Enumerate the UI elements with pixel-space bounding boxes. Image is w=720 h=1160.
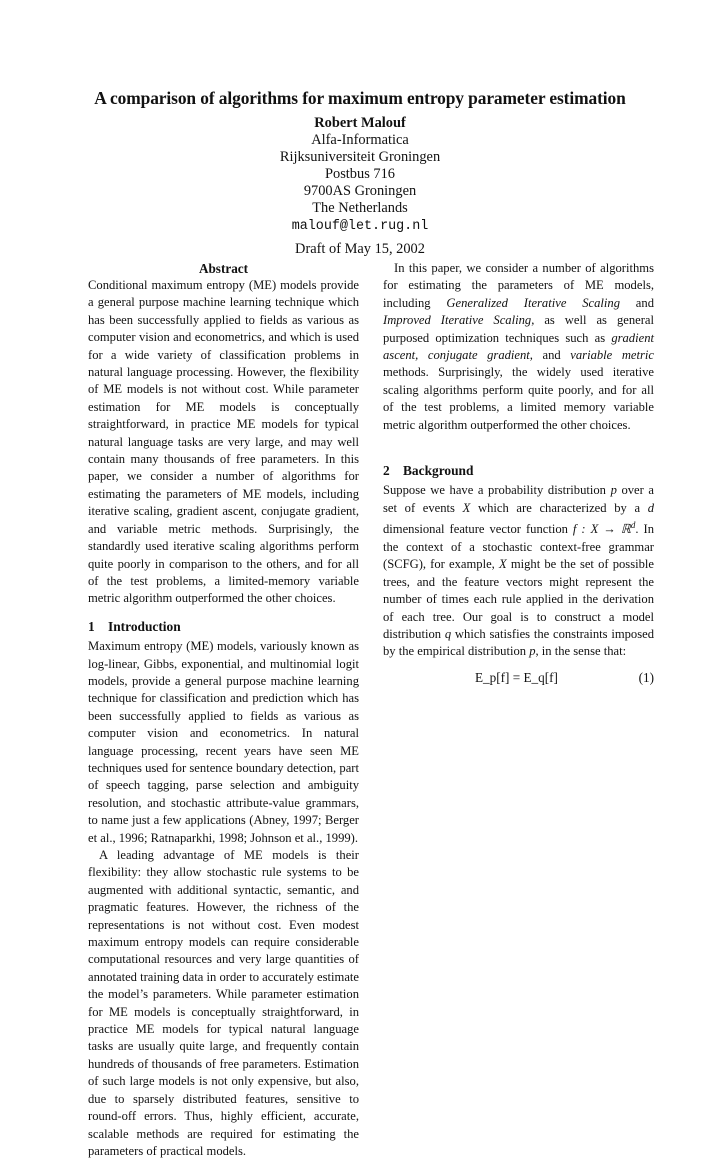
abstract-text: Conditional maximum entropy (ME) models provide a general purpose machine learning technique which has been successfully applied to fields as various as computer vision and econometrics, and which is used for a wide variety of classification problems in natural language processing. However, the flexibility of ME models is not without cost. While parameter estimation for ME models is conceptually straightforward, in practice ME models for typical natural language tasks are very large, and may well contain many thousands of free parameters. In this paper, we consider a number of algorithms for estimating the parameters of ME models, including iterative scaling, gradient ascent, conjugate gradient, and variable metric methods. Surprisingly, the standardly used iterative scaling algorithms perform quite poorly in comparison to the others, and for all of the test problems, a limited-memory variable metric algorithm outperformed the other choices. bbox=[88, 278, 359, 606]
section-heading-background bbox=[383, 462, 654, 479]
author-name: Robert Malouf bbox=[314, 115, 406, 131]
intro-paragraph-2: A leading advantage of ME models is their flexibility: they allow stochastic rule systems to be augmented with additional syntactic, semantic, and pragmatic features. However, the richness of the representations is not without cost. Even modest maximum entropy models can require considerable computational resources and very large quantities of annotated training data in order to accurately estimate the model’s parameters. While parameter estimation for ME models is conceptually straightforward, in practice ME models for typical natural language tasks are usually quite large, and frequently contain hundreds of thousands of free parameters. Estimation of such large models is not only expensive, but also, due to sparsely distributed features, sensitive to round-off errors. Thus, highly efficient, accurate, scalable methods are required for estimating the parameters of practical models. bbox=[88, 848, 359, 1158]
affiliation-line: Postbus 716 bbox=[325, 166, 395, 183]
affiliation-line: Alfa-Informatica bbox=[311, 132, 409, 149]
author-email: malouf@let.rug.nl bbox=[291, 218, 429, 234]
equation-1 bbox=[383, 669, 654, 687]
section-title: Introduction bbox=[108, 618, 181, 634]
affiliation-line: Rijksuniversiteit Groningen bbox=[279, 149, 441, 166]
left-column bbox=[88, 260, 359, 1160]
section-heading-introduction bbox=[88, 618, 359, 635]
abstract-heading: Abstract bbox=[198, 261, 249, 276]
paper-title: A comparison of algorithms for maximum entropy parameter estimation bbox=[94, 88, 626, 108]
section-title: Background bbox=[403, 463, 474, 479]
background-paragraph-1: Suppose we have a probability distribution p over a set of events X which are characterized by a d dimensional feature vector function f : X → ℝ$^d$. In the context of a stochastic context-free grammar (SCFG), for example, X might be the set of possible trees, and the feature vectors might represent the number of times each rule applied in the derivation of each tree. Our goal is to construct a model distribution q which satisfies the constraints imposed by the empirical distribution p, in the sense that: bbox=[383, 483, 654, 659]
section-number: 1 bbox=[88, 618, 95, 634]
emphasis: Generalized Iterative Scaling bbox=[446, 295, 620, 310]
intro-paragraph-1: Maximum entropy (ME) models, variously known as log-linear, Gibbs, exponential, and multinomial logit models, provide a general purpose machine learning technique for classification and prediction which has been successfully applied to fields as various as computer vision and econometrics. In natural language processing, recent years have seen ME techniques used for sentence boundary detection, part of speech tagging, parse selection and ambiguity resolution, and stochastic attribute-value grammars, to name just a few applications (Abney, 1997; Berger et al., 1996; Ratnaparkhi, 1998; Johnson et al., 1999). bbox=[88, 639, 359, 845]
draft-date: Draft of May 15, 2002 bbox=[295, 241, 425, 257]
intro-paragraph-3: In this paper, we consider a number of algorithms for estimating the parameters of ME models, including Generalized Iterative Scaling and Improved Iterative Scaling, as well as general purposed optimization techniques such as gradient ascent, conjugate gradient, and variable metric methods. Surprisingly, the widely used iterative scaling algorithms perform quite poorly, and for all of the test problems, a limited memory variable metric algorithm outperformed the other choices. bbox=[383, 261, 654, 432]
affiliation-line: 9700AS Groningen bbox=[303, 183, 417, 200]
section-number: 2 bbox=[383, 463, 390, 479]
emphasis: Improved Iterative Scaling bbox=[383, 313, 532, 328]
emphasis: variable metric bbox=[570, 348, 654, 363]
emphasis: gradient ascent, conjugate gradient, bbox=[383, 330, 654, 363]
affiliation-line: The Netherlands bbox=[312, 200, 408, 217]
author-block bbox=[0, 115, 720, 235]
right-column bbox=[383, 260, 654, 687]
equation-number: (1) bbox=[638, 669, 654, 685]
equation-body: E_p[f] = E_q[f] bbox=[475, 669, 558, 685]
